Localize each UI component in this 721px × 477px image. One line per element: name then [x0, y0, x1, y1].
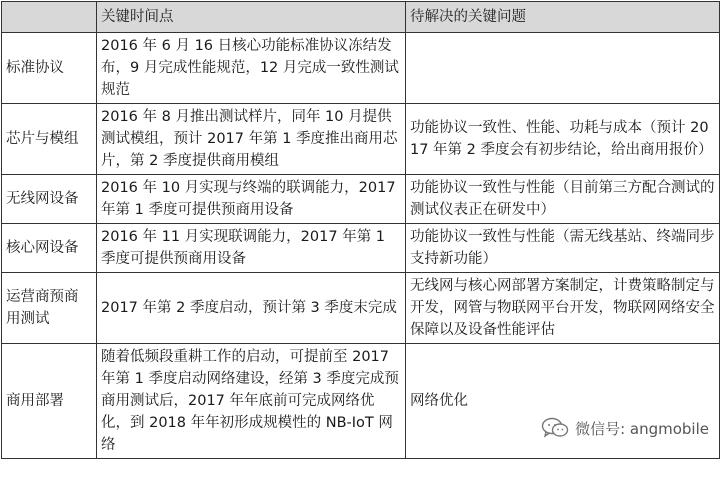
header-category	[2, 2, 97, 33]
table-row	[2, 224, 720, 273]
nb-iot-timeline-table	[1, 1, 720, 459]
header-row	[2, 2, 720, 33]
row-timeline: 2016 年 11 月实现联调能力，2017 年第 1 季度可提供预商用设备	[97, 224, 406, 273]
table-row	[2, 104, 720, 175]
table-row	[2, 33, 720, 104]
row-category: 商用部署	[2, 344, 97, 459]
row-issues: 无线网与核心网部署方案制定，计费策略制定与开发，网管与物联网平台开发，物联网网络安全保障以及设备性能评估	[406, 273, 720, 344]
table-row	[2, 344, 720, 459]
row-category: 标准协议	[2, 33, 97, 104]
row-issues: 功能协议一致性、性能、功耗与成本（预计 2017 年第 2 季度会有初步结论，给出商用报价）	[406, 104, 720, 175]
wechat-icon	[541, 417, 569, 439]
row-category: 核心网设备	[2, 224, 97, 273]
row-issues	[406, 33, 720, 104]
table-row	[2, 175, 720, 224]
header-issues: 待解决的关键问题	[406, 2, 720, 33]
row-timeline: 2016 年 6 月 16 日核心功能标准协议冻结发布，9 月完成性能规范，12 月完成一致性测试规范	[97, 33, 406, 104]
row-timeline: 随着低频段重耕工作的启动，可提前至 2017 年第 1 季度启动网络建设，经第 3 季度完成预商用测试后，2017 年年底前可完成网络优化，到 2018 年年初形成规模性的 NB-IoT 网络	[97, 344, 406, 459]
row-timeline: 2016 年 10 月实现与终端的联调能力，2017 年第 1 季度可提供预商用设备	[97, 175, 406, 224]
row-issues: 网络优化	[406, 344, 720, 459]
row-category: 芯片与模组	[2, 104, 97, 175]
header-timeline: 关键时间点	[97, 2, 406, 33]
row-issues: 功能协议一致性与性能（目前第三方配合测试的测试仪表正在研发中）	[406, 175, 720, 224]
row-category: 运营商预商用测试	[2, 273, 97, 344]
row-category: 无线网设备	[2, 175, 97, 224]
row-issues: 功能协议一致性与性能（需无线基站、终端同步支持新功能）	[406, 224, 720, 273]
watermark-text: 微信号: angmobile	[575, 419, 709, 438]
wechat-watermark	[537, 415, 713, 441]
row-timeline: 2017 年第 2 季度启动，预计第 3 季度末完成	[97, 273, 406, 344]
table-row	[2, 273, 720, 344]
row-timeline: 2016 年 8 月推出测试样片，同年 10 月提供测试模组，预计 2017 年第 1 季度推出商用芯片，第 2 季度提供商用模组	[97, 104, 406, 175]
